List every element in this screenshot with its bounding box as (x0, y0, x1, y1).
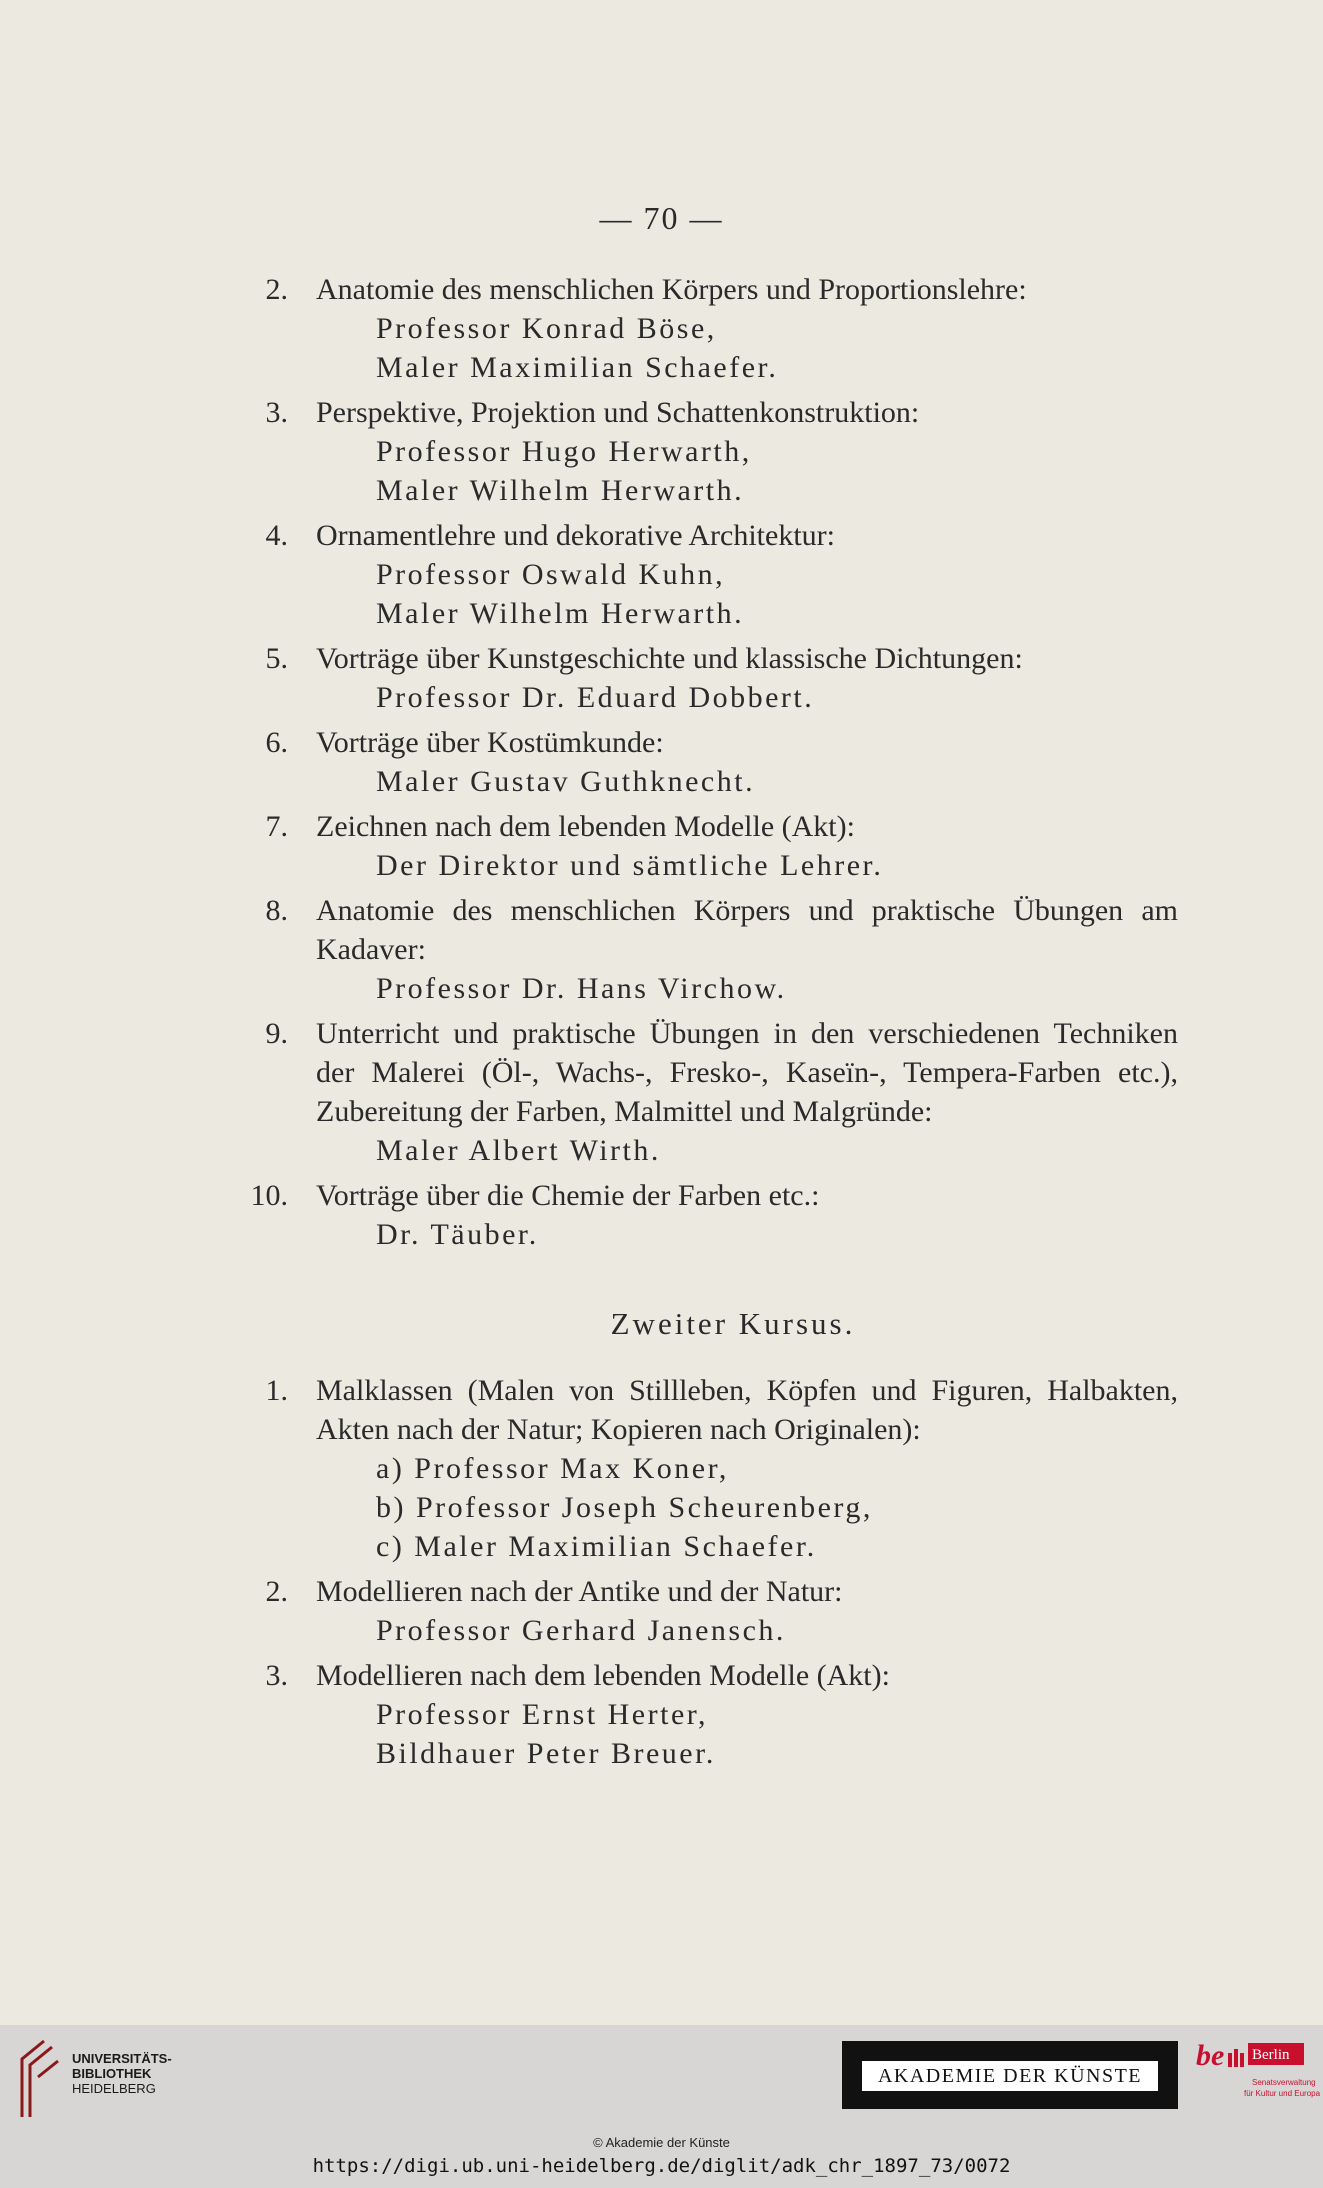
entry-subject: Anatomie des menschlichen Körpers und Proportionslehre: (316, 273, 1027, 306)
course-entry (248, 270, 1178, 387)
university-library-logo-icon[interactable] (14, 2037, 60, 2123)
course-entry (248, 516, 1178, 633)
entry-subject: Unterricht und praktische Übungen in den verschiedenen Techniken der Malerei (Öl-, Wachs-, Fresko-, Kaseïn-, Tempera-Farben etc.), Zubereitung der Farben, Malmittel und Malgründe: (316, 1017, 1178, 1128)
ub-line-3: HEIDELBERG (72, 2081, 156, 2096)
course-entry (248, 1176, 1178, 1254)
course-entry (248, 1371, 1178, 1566)
entry-teacher: Dr. Täuber. (376, 1218, 539, 1251)
entry-subject: Vorträge über die Chemie der Farben etc.: (316, 1179, 820, 1212)
entry-teacher: Maler Wilhelm Herwarth. (376, 597, 745, 630)
ub-line-2: BIBLIOTHEK (72, 2066, 152, 2081)
berlin-label-text: Berlin (1252, 2047, 1290, 2063)
section-title: Zweiter Kursus. (610, 1306, 856, 1341)
entry-number: 9. (265, 1017, 288, 1050)
entry-teacher: Maler Gustav Guthknecht. (376, 765, 756, 798)
course-entry (248, 1014, 1178, 1170)
entry-number: 7. (265, 810, 288, 843)
adk-label: AKADEMIE DER KÜNSTE (862, 2061, 1158, 2091)
footer-bar (0, 2025, 1323, 2188)
entry-subject: Vorträge über Kunstgeschichte und klassische Dichtungen: (316, 642, 1023, 675)
permalink-url[interactable]: https://digi.ub.uni-heidelberg.de/diglit/adk_chr_1897_73/0072 (312, 2155, 1011, 2177)
entry-number: 1. (265, 1374, 288, 1407)
entry-number: 6. (265, 726, 288, 759)
course-entry (248, 1656, 1178, 1773)
berlin-be-text: be (1196, 2039, 1225, 2072)
course-entry (248, 891, 1178, 1008)
entry-subject: Vorträge über Kostümkunde: (316, 726, 664, 759)
entry-teacher: b) Professor Joseph Scheurenberg, (376, 1491, 873, 1524)
entry-subject: Modellieren nach dem lebenden Modelle (Akt): (316, 1659, 890, 1692)
university-library-name[interactable] (72, 2051, 172, 2096)
berlin-sub-1: Senatsverwaltung (1252, 2078, 1316, 2087)
entry-number: 2. (265, 1575, 288, 1608)
course-entry (248, 1572, 1178, 1650)
entry-teacher: Professor Konrad Böse, (376, 312, 717, 345)
entry-teacher: Maler Maximilian Schaefer. (376, 351, 779, 384)
entry-teacher: Professor Dr. Eduard Dobbert. (376, 681, 815, 714)
entry-number: 2. (265, 273, 288, 306)
entry-number: 5. (265, 642, 288, 675)
course-entry (248, 393, 1178, 510)
first-course-list (248, 270, 1178, 1254)
document-content (248, 270, 1178, 1779)
second-course-list (248, 1371, 1178, 1773)
entry-teacher: Professor Hugo Herwarth, (376, 435, 752, 468)
entry-subject: Perspektive, Projektion und Schattenkonstruktion: (316, 396, 920, 429)
entry-teacher: Bildhauer Peter Breuer. (376, 1737, 716, 1770)
course-entry (248, 807, 1178, 885)
entry-number: 3. (265, 1659, 288, 1692)
entry-subject: Zeichnen nach dem lebenden Modelle (Akt): (316, 810, 855, 843)
entry-subject: Ornamentlehre und dekorative Architektur: (316, 519, 835, 552)
berlin-senate-logo-icon[interactable] (1194, 2039, 1321, 2109)
copyright-notice: © Akademie der Künste (593, 2135, 730, 2150)
berlin-sub-2: für Kultur und Europa (1244, 2089, 1321, 2098)
entry-teacher: Der Direktor und sämtliche Lehrer. (376, 849, 884, 882)
entry-teacher: Professor Oswald Kuhn, (376, 558, 726, 591)
entry-teacher: Maler Albert Wirth. (376, 1134, 661, 1167)
entry-number: 3. (265, 396, 288, 429)
entry-teacher: Professor Dr. Hans Virchow. (376, 972, 787, 1005)
ub-line-1: UNIVERSITÄTS- (72, 2051, 172, 2066)
entry-teacher: Professor Ernst Herter, (376, 1698, 709, 1731)
entry-subject: Malklassen (Malen von Stillleben, Köpfen und Figuren, Halbakten, Akten nach der Natur; Kopieren nach Originalen): (316, 1374, 1178, 1446)
entry-teacher: c) Maler Maximilian Schaefer. (376, 1530, 817, 1563)
page-number: — 70 — (599, 200, 724, 236)
entry-number: 4. (265, 519, 288, 552)
entry-teacher: Maler Wilhelm Herwarth. (376, 474, 745, 507)
entry-teacher: a) Professor Max Koner, (376, 1452, 729, 1485)
course-entry (248, 639, 1178, 717)
akademie-der-kuenste-logo[interactable] (842, 2041, 1178, 2109)
entry-subject: Anatomie des menschlichen Körpers und praktische Übungen am Kadaver: (316, 894, 1178, 966)
entry-teacher: Professor Gerhard Janensch. (376, 1614, 786, 1647)
entry-subject: Modellieren nach der Antike und der Natur: (316, 1575, 843, 1608)
entry-number: 10. (250, 1179, 288, 1212)
course-entry (248, 723, 1178, 801)
entry-number: 8. (265, 894, 288, 927)
